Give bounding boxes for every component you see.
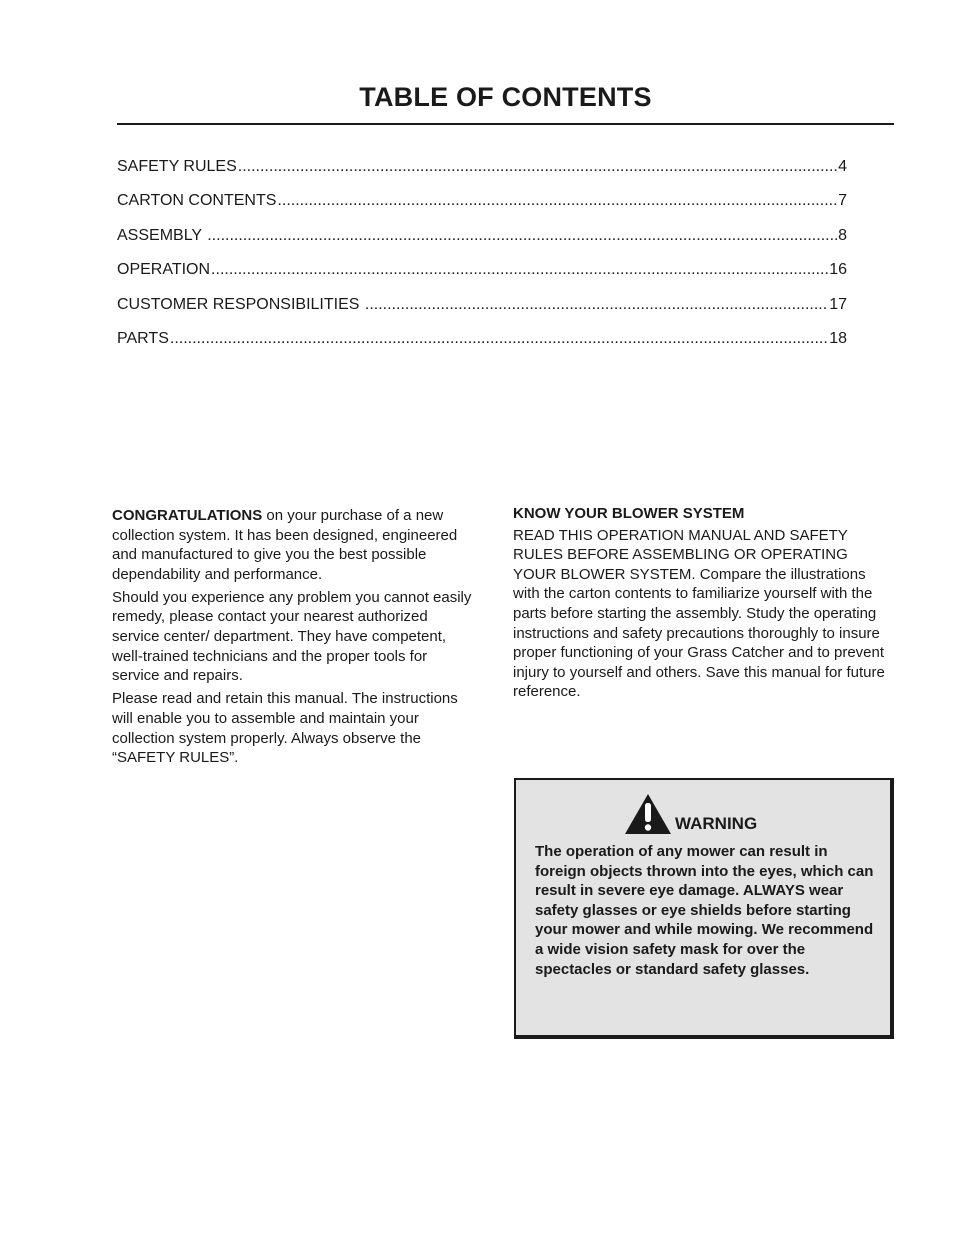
title-divider [117, 123, 894, 125]
intro-section [112, 506, 477, 771]
toc-entry-label: PARTS [117, 329, 169, 347]
toc-dot-leader [365, 296, 828, 314]
toc-entry-label: CUSTOMER RESPONSIBILITIES [117, 295, 364, 313]
congratulations-label: CONGRATULATIONS [112, 507, 263, 524]
toc-dot-leader [238, 158, 837, 176]
toc-entry-customer-responsibilities[interactable] [117, 296, 847, 330]
know-your-system-text: READ THIS OPERATION MANUAL AND SAFETY RULES BEFORE ASSEMBLING OR OPERATING YOUR BLOWER SYSTEM. Compare the illustrations with the carton contents to familiarize yourself with the parts before starting the assembly. Study the operating instructions and safety precautions thoroughly to insure proper functioning of your Grass Catcher and to prevent injury to yourself and others. Save this manual for future reference. [513, 526, 885, 701]
toc-dot-leader [207, 227, 837, 245]
intro-paragraph-2: Should you experience any problem you cannot easily remedy, please contact your nearest authorized service center/ department. They have competent, well-trained technicians and the proper tools for service and repairs. [112, 588, 472, 685]
toc-dot-leader [211, 261, 828, 279]
warning-box [514, 778, 894, 1039]
toc-entry-label: SAFETY RULES [117, 158, 237, 175]
intro-paragraph-3: Please read and retain this manual. The instructions will enable you to assemble and maintain your collection system properly. Always observe the “SAFETY RULES”. [112, 690, 458, 767]
toc-dot-leader [170, 330, 828, 348]
intro-paragraph-1 [112, 506, 477, 584]
toc-dot-leader [277, 192, 837, 210]
toc-entry-assembly[interactable] [117, 227, 847, 261]
toc-entry-page: 17 [829, 295, 847, 313]
toc-entry-label: ASSEMBLY [117, 226, 207, 244]
toc-entry-page: 18 [829, 329, 847, 347]
warning-header [624, 793, 757, 835]
warning-title: WARNING [675, 814, 758, 833]
toc-entry-label: OPERATION [117, 261, 211, 279]
toc-entry-page: 4 [838, 158, 847, 175]
know-your-system-section [513, 504, 893, 705]
toc-entry-carton-contents[interactable] [117, 192, 847, 226]
warning-text: The operation of any mower can result in foreign objects thrown into the eyes, which can result in severe eye damage. ALWAYS wear safety glasses or eye shields before starting your mower and while mowing. We recommend a wide vision safety mask for over the spectacles or standard safety glasses. [535, 843, 874, 978]
page-title: TABLE OF CONTENTS [359, 82, 652, 112]
toc-entry-operation[interactable] [117, 261, 847, 295]
toc-entry-page: 8 [838, 226, 847, 244]
toc-entry-safety-rules[interactable] [117, 158, 847, 192]
toc-entry-label: CARTON CONTENTS [117, 192, 277, 210]
table-of-contents [117, 158, 847, 364]
toc-entry-page: 16 [829, 261, 847, 279]
toc-entry-page: 7 [838, 192, 847, 210]
toc-entry-parts[interactable] [117, 330, 847, 364]
warning-triangle-icon [624, 793, 672, 835]
intro-paragraph-1-text: on your purchase of a new collection system. It has been designed, engineered and manufactured to give you the best possible dependability and performance. [112, 507, 458, 583]
section-heading: KNOW YOUR BLOWER SYSTEM [513, 505, 745, 522]
